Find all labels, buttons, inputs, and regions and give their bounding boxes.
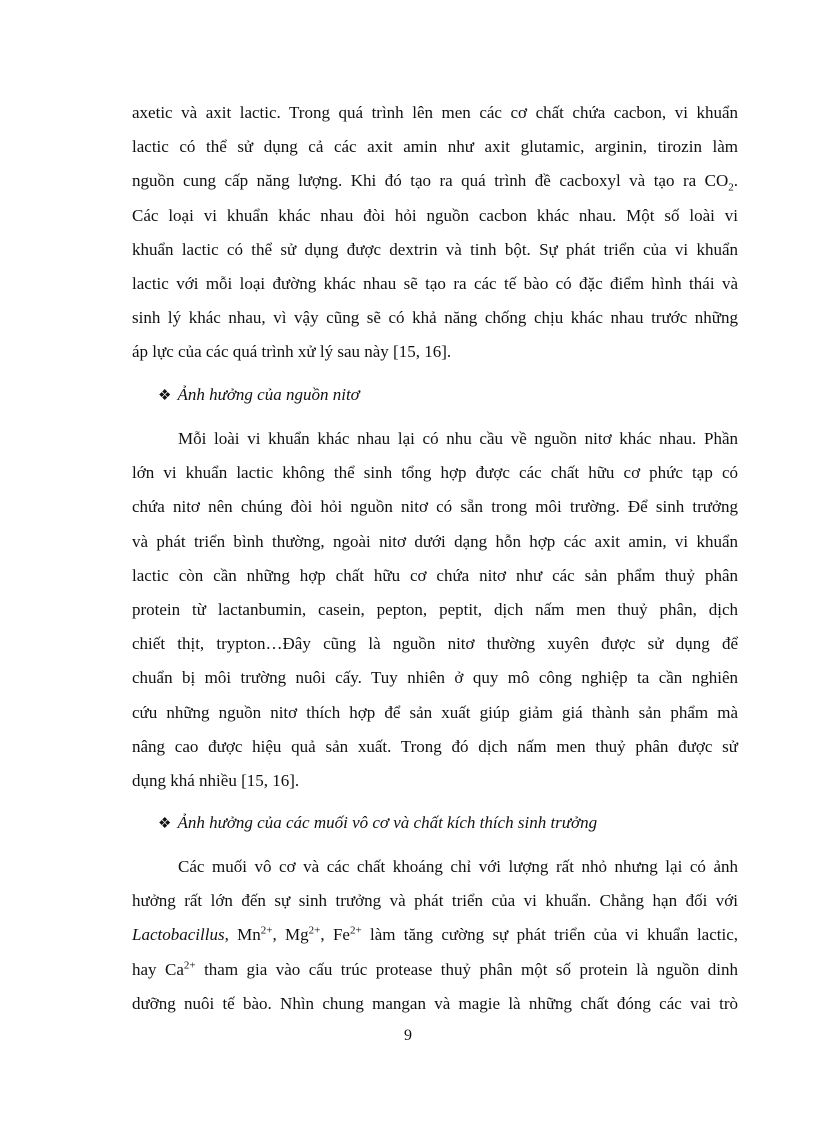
paragraph-minerals bbox=[132, 850, 738, 1021]
text-line: axetic và axit lactic. Trong quá trình lên men các cơ chất chứa cacbon, vi khuẩn bbox=[132, 103, 738, 122]
ion-text: hay Ca bbox=[132, 959, 184, 979]
text-line: Mỗi loài vi khuẩn khác nhau lại có nhu cầu về nguồn nitơ khác nhau. Phần bbox=[178, 429, 738, 448]
text-line: lactic có thể sử dụng cả các axit amin như axit glutamic, arginin, tirozin làm bbox=[132, 137, 738, 157]
text-line bbox=[132, 164, 738, 198]
text-line: protein từ lactanbumin, casein, pepton, peptit, dịch nấm men thuỷ phân, dịch bbox=[132, 599, 738, 619]
co2-subscript: 2 bbox=[728, 181, 734, 194]
diamond-bullet-icon: ❖ bbox=[158, 816, 172, 832]
section-heading-nitrogen bbox=[158, 385, 360, 405]
heading-text: Ảnh hưởng của các muối vô cơ và chất kích thích sinh trưởng bbox=[177, 813, 598, 832]
text-line: chiết thịt, trypton…Đây cũng là nguồn nitơ thường xuyên được sử dụng để bbox=[132, 634, 738, 654]
text-line: khuẩn lactic có thể sử dụng được dextrin và tinh bột. Sự phát triển của vi khuẩn bbox=[132, 239, 738, 259]
text-line: dưỡng nuôi tế bào. Nhìn chung mangan và magie là những chất đóng các vai trò bbox=[132, 993, 738, 1013]
text-line: lactic với mỗi loại đường khác nhau sẽ tạo ra các tế bào có đặc điểm hình thái và bbox=[132, 273, 738, 293]
text-line: Các muối vô cơ và các chất khoáng chỉ với lượng rất nhỏ nhưng lại có ảnh bbox=[178, 857, 738, 876]
section-heading-minerals bbox=[158, 813, 597, 833]
text-line: hưởng rất lớn đến sự sinh trưởng và phát triển của vi khuẩn. Chẳng hạn đối với bbox=[132, 891, 738, 911]
text-line: áp lực của các quá trình xử lý sau này [15, 16]. bbox=[132, 342, 452, 362]
text-line: và phát triển bình thường, ngoài nitơ dưới dạng hỗn hợp các axit amin, vi khuẩn bbox=[132, 531, 738, 551]
paragraph-carbon-source bbox=[132, 96, 738, 370]
text-line-calcium bbox=[132, 953, 738, 987]
charge-superscript: 2+ bbox=[349, 924, 362, 937]
genus-name: Lactobacillus bbox=[132, 925, 225, 945]
text-line-ions bbox=[132, 918, 738, 952]
text-line: lớn vi khuẩn lactic không thể sinh tổng hợp được các chất hữu cơ phức tạp có bbox=[132, 463, 738, 483]
text-line: nâng cao được hiệu quả sản xuất. Trong đó dịch nấm men thuỷ phân được sử bbox=[132, 736, 738, 756]
text-line-co2: nguồn cung cấp năng lượng. Khi đó tạo ra quá trình đề cacboxyl và tạo ra CO bbox=[132, 171, 729, 191]
paragraph-nitrogen-source bbox=[132, 422, 738, 798]
text-line: chuẩn bị môi trường nuôi cấy. Tuy nhiên ở quy mô công nghiệp ta cần nghiên bbox=[132, 668, 738, 688]
diamond-bullet-icon: ❖ bbox=[158, 388, 172, 404]
text-line: sinh lý khác nhau, vì vậy cũng sẽ có khả năng chống chịu khác nhau trước những bbox=[132, 308, 738, 328]
charge-superscript: 2+ bbox=[308, 924, 321, 937]
heading-text: Ảnh hưởng của nguồn nitơ bbox=[177, 385, 360, 404]
ion-text: , Mn bbox=[224, 925, 261, 945]
charge-superscript: 2+ bbox=[183, 958, 196, 971]
text-line: chứa nitơ nên chúng đòi hỏi nguồn nitơ có sẵn trong môi trường. Để sinh trưởng bbox=[132, 497, 738, 517]
ion-text: tham gia vào cấu trúc protease thuỷ phân một số protein là nguồn dinh bbox=[195, 959, 738, 979]
ion-text: , Fe bbox=[320, 925, 350, 945]
text-line: lactic còn cần những hợp chất hữu cơ chứa nitơ như các sản phẩm thuỷ phân bbox=[132, 565, 738, 585]
ion-text: , Mg bbox=[272, 925, 309, 945]
text-line: dụng khá nhiều [15, 16]. bbox=[132, 770, 300, 790]
text-line: Các loại vi khuẩn khác nhau đòi hỏi nguồn cacbon khác nhau. Một số loài vi bbox=[132, 205, 738, 225]
text-line: cứu những nguồn nitơ thích hợp để sản xuất giúp giảm giá thành sản phẩm mà bbox=[132, 702, 738, 722]
charge-superscript: 2+ bbox=[260, 924, 273, 937]
ion-text: làm tăng cường sự phát triển của vi khuẩn lactic, bbox=[361, 925, 738, 945]
co2-period: . bbox=[733, 171, 738, 191]
page-number: 9 bbox=[404, 1027, 412, 1044]
